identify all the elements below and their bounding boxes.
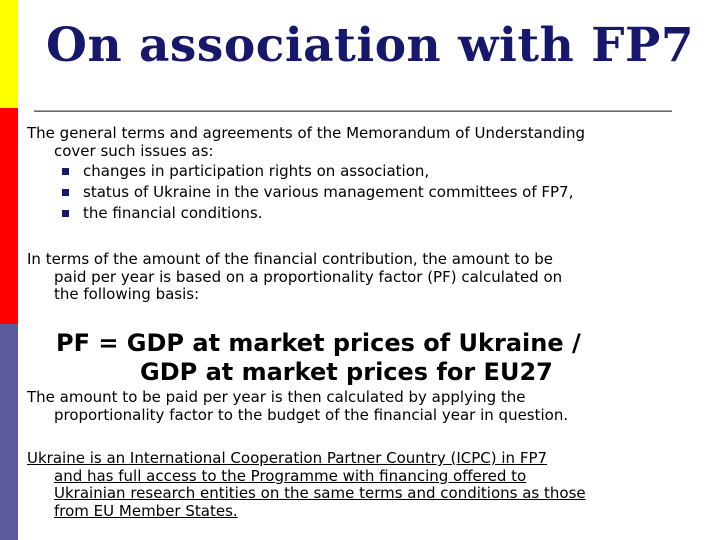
list-item [62, 203, 573, 224]
financial-line-3: the following basis: [54, 285, 200, 303]
icpc-line-2: and has full access to the Programme with financing offered to [54, 466, 527, 485]
formula-line-1: PF = GDP at market prices of Ukraine / [56, 329, 581, 357]
financial-paragraph [27, 251, 699, 304]
calculation-paragraph [27, 389, 699, 424]
terms-bullet-list [62, 161, 573, 224]
intro-line-2: cover such issues as: [54, 141, 214, 160]
left-stripe-violet [0, 324, 18, 540]
financial-line-2: paid per year is based on a proportionality factor (PF) calculated on [54, 267, 563, 286]
icpc-line-3: Ukrainian research entities on the same terms and conditions as those [54, 484, 586, 502]
left-stripe-red [0, 108, 18, 324]
icpc-line-1: Ukraine is an International Cooperation Partner Country (ICPC) in FP7 [27, 449, 548, 467]
icpc-paragraph [27, 450, 699, 520]
intro-paragraph [27, 125, 699, 160]
pf-formula [56, 329, 581, 387]
left-stripe-yellow [0, 0, 18, 108]
icpc-line-4: from EU Member States. [54, 501, 238, 520]
formula-line-2: GDP at market prices for EU27 [140, 358, 553, 386]
intro-line-1: The general terms and agreements of the Memorandum of Understanding [27, 124, 586, 142]
financial-line-1: In terms of the amount of the financial contribution, the amount to be [27, 250, 554, 268]
calculation-line-2: proportionality factor to the budget of the financial year in question. [54, 405, 569, 424]
list-item [62, 182, 573, 203]
bullet-text: the financial conditions. [83, 204, 263, 222]
square-bullet-icon [62, 210, 69, 217]
calculation-line-1: The amount to be paid per year is then calculated by applying the [27, 388, 526, 406]
title-divider [34, 110, 672, 112]
slide-title: On association with FP7 [46, 18, 695, 73]
bullet-text: status of Ukraine in the various management committees of FP7, [83, 183, 574, 201]
bullet-text: changes in participation rights on association, [83, 162, 430, 180]
square-bullet-icon [62, 189, 69, 196]
square-bullet-icon [62, 168, 69, 175]
list-item [62, 161, 573, 182]
